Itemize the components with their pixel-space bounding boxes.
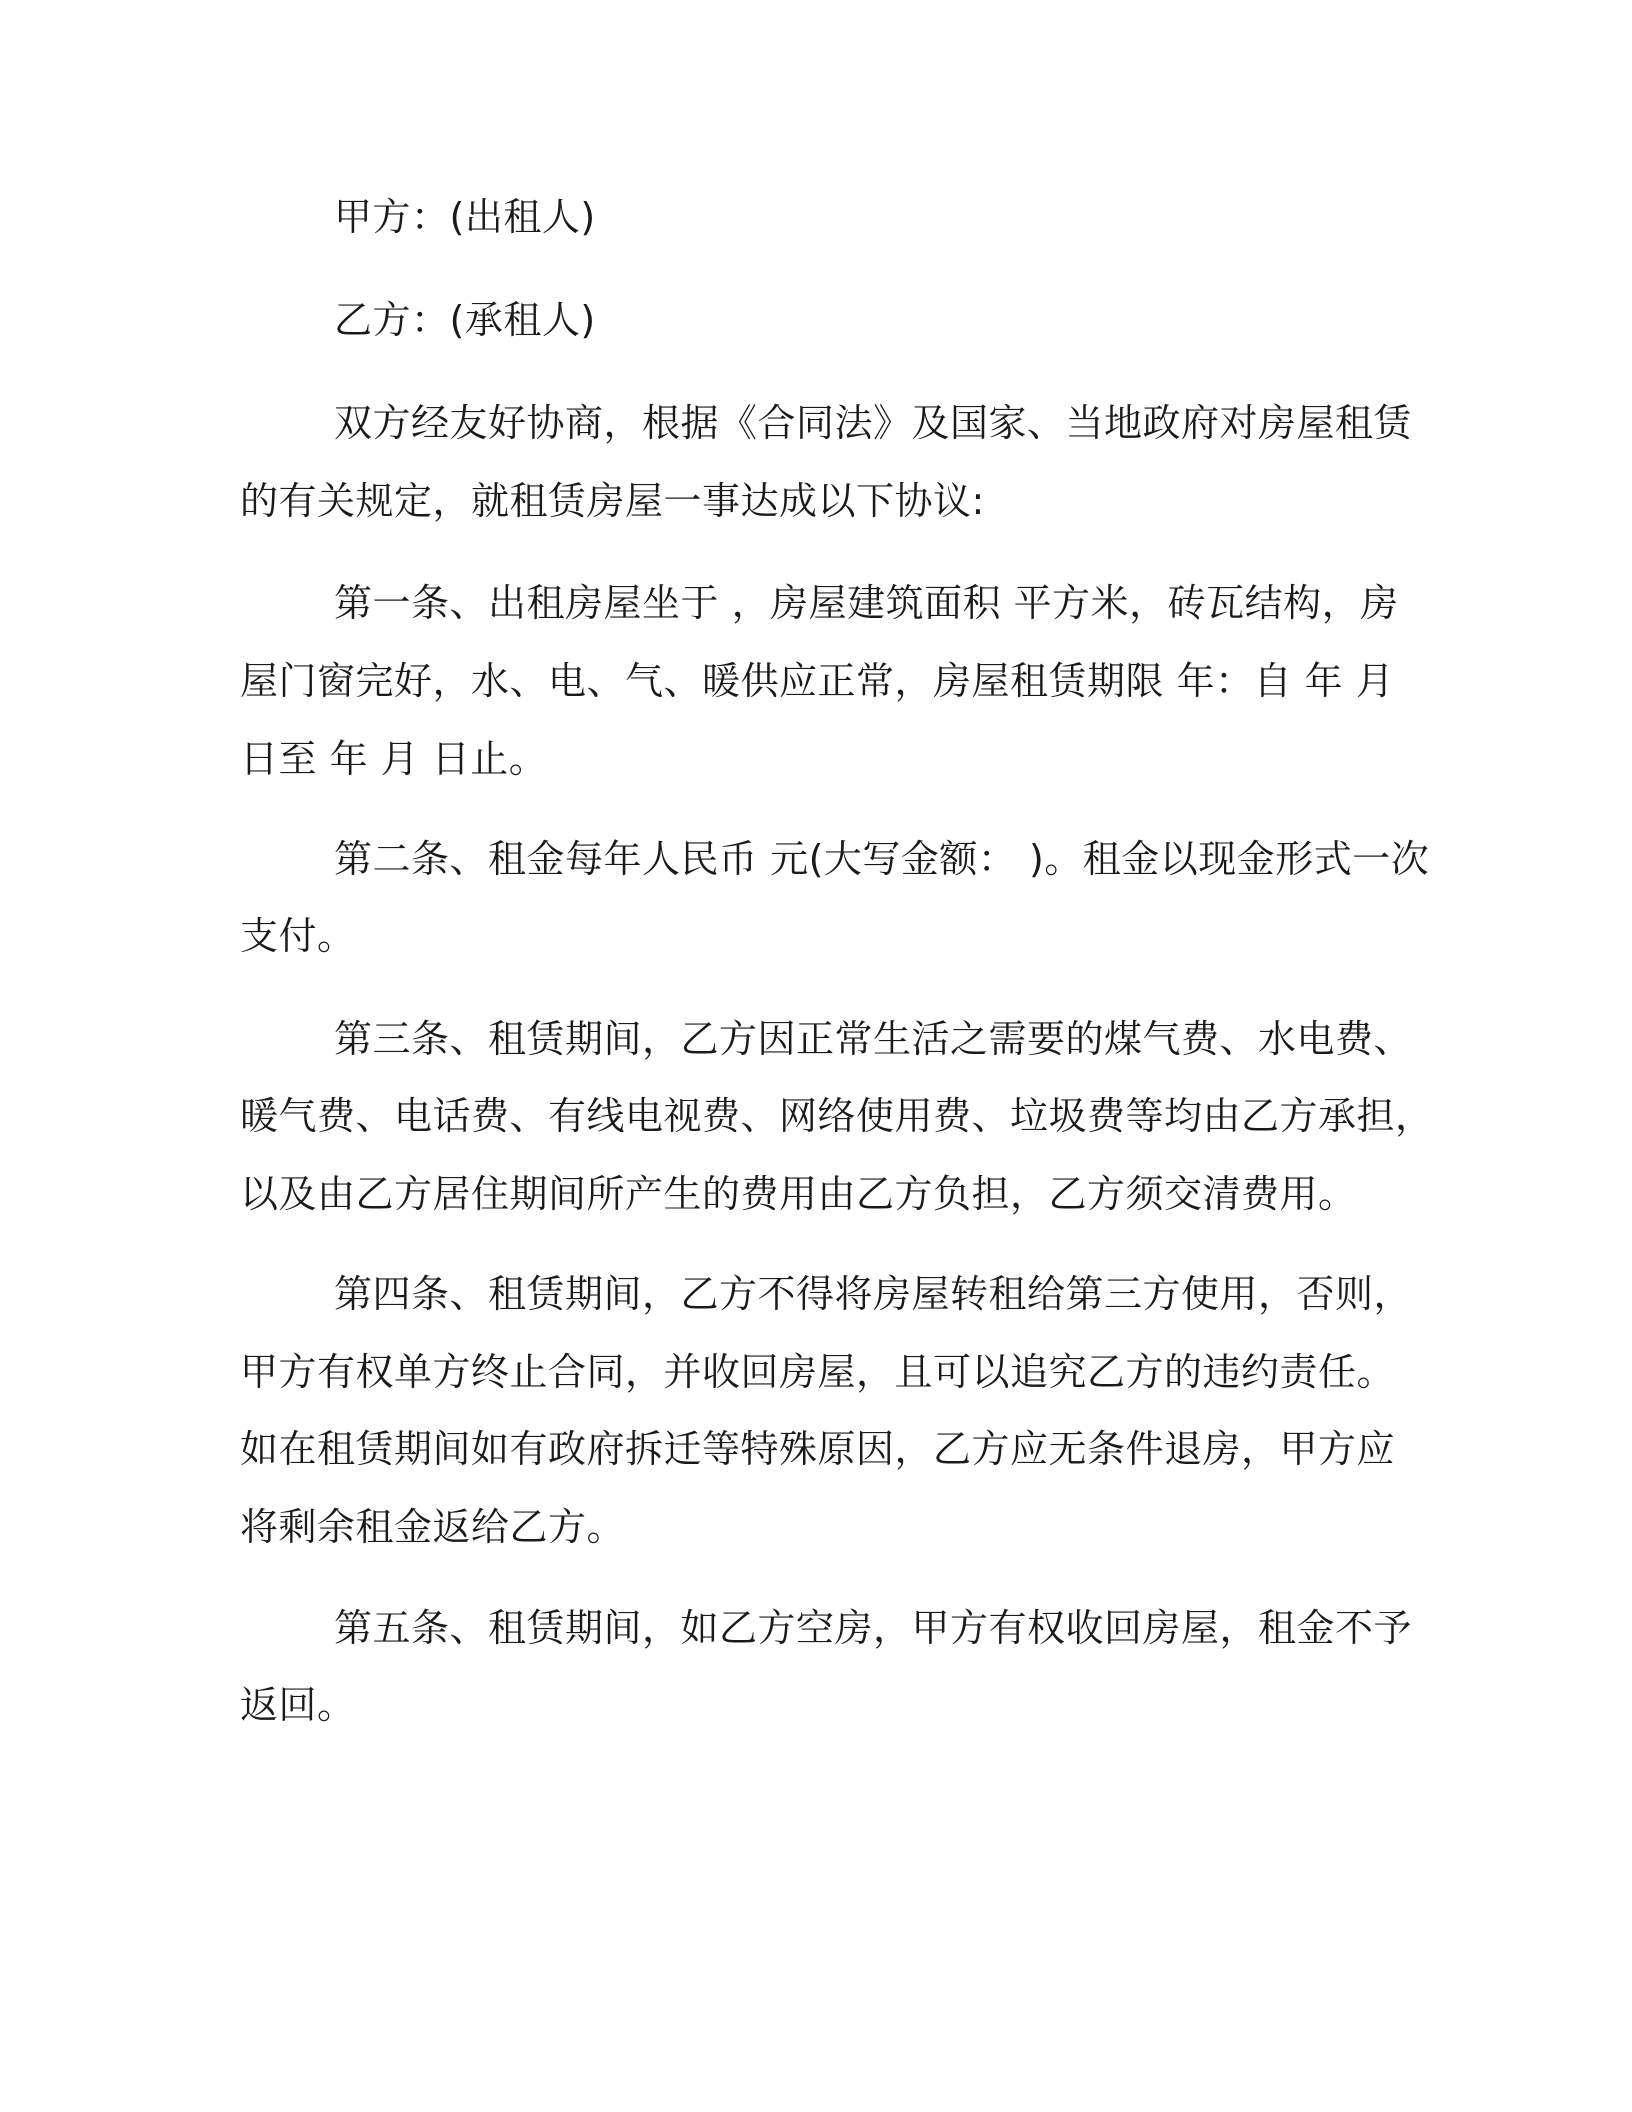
article3-line-3: 以及由乙方居住期间所产生的费用由乙方负担，乙方须交清费用。 xyxy=(240,1172,1357,1216)
intro-line-1: 双方经友好协商，根据《合同法》及国家、当地政府对房屋租赁 xyxy=(334,401,1413,445)
article4-line-4: 将剩余租金返给乙方。 xyxy=(240,1505,626,1549)
party-a-line: 甲方：(出租人) xyxy=(334,195,596,239)
article2-line-1: 第二条、租金每年人民币 元(大写金额： )。租金以现金形式一次 xyxy=(334,837,1430,881)
article3-line-2: 暖气费、电话费、有线电视费、网络使用费、垃圾费等均由乙方承担， xyxy=(240,1094,1434,1138)
article4-line-2: 甲方有权单方终止合同，并收回房屋，且可以追究乙方的违约责任。 xyxy=(240,1350,1396,1394)
article4-line-1: 第四条、租赁期间，乙方不得将房屋转租给第三方使用，否则， xyxy=(334,1272,1413,1316)
article4-line-3: 如在租赁期间如有政府拆迁等特殊原因，乙方应无条件退房，甲方应 xyxy=(240,1427,1396,1471)
intro-line-2: 的有关规定，就租赁房屋一事达成以下协议: xyxy=(240,479,985,523)
article1-line-2: 屋门窗完好，水、电、气、暖供应正常，房屋租赁期限 年：自 年 月 xyxy=(240,659,1395,703)
party-b-line: 乙方：(承租人) xyxy=(334,298,596,342)
article2-line-2: 支付。 xyxy=(240,914,356,958)
article5-line-2: 返回。 xyxy=(240,1683,356,1727)
article5-line-1: 第五条、租赁期间，如乙方空房，甲方有权收回房屋，租金不予 xyxy=(334,1606,1413,1650)
article3-line-1: 第三条、租赁期间，乙方因正常生活之需要的煤气费、水电费、 xyxy=(334,1017,1413,1061)
article1-line-1: 第一条、出租房屋坐于 ，房屋建筑面积 平方米，砖瓦结构，房 xyxy=(334,581,1399,625)
article1-line-3: 日至 年 月 日止。 xyxy=(240,737,548,781)
